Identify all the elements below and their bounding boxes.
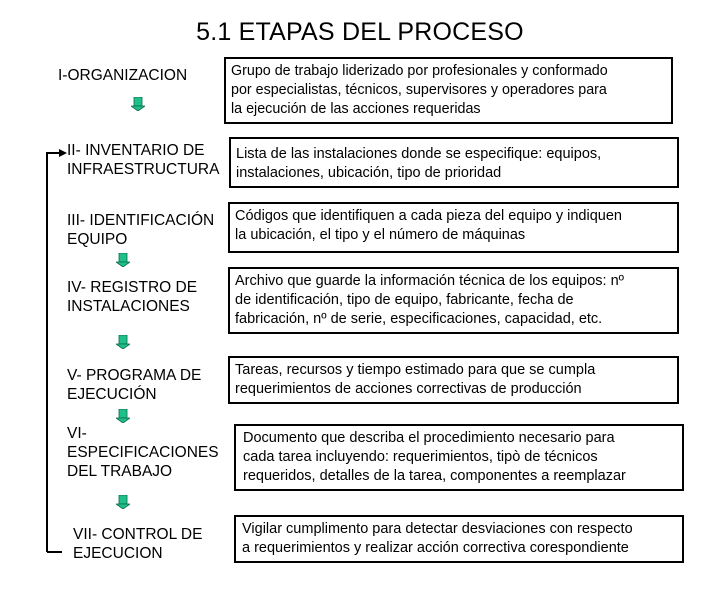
description-line: Archivo que guarde la información técnica de los equipos: nº [235,273,624,289]
stage-description-box-6 [234,424,684,491]
down-arrow-icon [116,495,130,509]
description-line: requerimientos de acciones correctivas de producción [235,381,582,397]
description-line: requeridos, detalles de la tarea, componentes a reemplazar [243,468,626,484]
stage-label-line: INSTALACIONES [67,298,190,315]
stage-label-line: EJECUCION [73,545,163,562]
description-line: la ejecución de las acciones requeridas [231,101,481,117]
description-line: la ubicación, el tipo y el número de máquinas [235,227,526,243]
stage-label-line: DEL TRABAJO [67,463,173,480]
down-arrow-icon [131,97,145,111]
description-line: Grupo de trabajo liderizado por profesionales y conformado [231,63,608,79]
stage-description-box-1 [224,57,673,124]
down-arrow-icon [116,335,130,349]
stage-label-4 [67,278,197,316]
description-line: a requerimientos y realizar acción correctiva corespondiente [242,540,629,556]
stage-label-2 [67,141,219,179]
description-line: Lista de las instalaciones donde se especifique: equipos, [236,146,602,162]
stage-label-line: IV- REGISTRO DE [67,279,198,296]
stage-label-6 [67,424,219,481]
stage-label-line: EJECUCIÓN [67,386,157,403]
stage-description-box-7 [234,515,684,563]
stage-label-3 [67,211,214,249]
stage-label-line: V- PROGRAMA DE [67,367,202,384]
stage-label-1 [58,66,187,85]
description-line: Tareas, recursos y tiempo estimado para que se cumpla [235,362,596,378]
stage-description-box-2 [229,137,679,188]
stage-description-box-4 [228,267,679,334]
stage-label-line: III- IDENTIFICACIÓN [67,212,215,229]
page-title: 5.1 ETAPAS DEL PROCESO [196,18,524,46]
description-line: instalaciones, ubicación, tipo de prioridad [236,165,502,181]
description-line: cada tarea incluyendo: requerimientos, tipò de técnicos [243,449,598,465]
down-arrow-icon [116,253,130,267]
stage-label-line: I-ORGANIZACION [58,67,188,84]
description-line: fabricación, nº de serie, especificaciones, capacidad, etc. [235,311,603,327]
stage-description-box-3 [228,202,679,253]
stage-label-line: VII- CONTROL DE [73,526,203,543]
stage-label-7 [73,525,202,563]
description-line: Documento que describa el procedimiento necesario para [243,430,615,446]
stage-label-line: EQUIPO [67,231,128,248]
down-arrow-icon [116,409,130,423]
description-line: de identificación, tipo de equipo, fabricante, fecha de [235,292,574,308]
feedback-loop-arrow [40,145,70,560]
stage-label-line: VI- [67,425,87,442]
stage-label-line: II- INVENTARIO DE [67,142,205,159]
stage-label-line: ESPECIFICACIONES [67,444,219,461]
description-line: por especialistas, técnicos, supervisores y operadores para [231,82,607,98]
stage-label-5 [67,366,201,404]
description-line: Códigos que identifiquen a cada pieza del equipo y indiquen [235,208,622,224]
description-line: Vigilar cumplimento para detectar desviaciones con respecto [242,521,633,537]
stage-label-line: INFRAESTRUCTURA [67,161,220,178]
stage-description-box-5 [228,356,679,404]
